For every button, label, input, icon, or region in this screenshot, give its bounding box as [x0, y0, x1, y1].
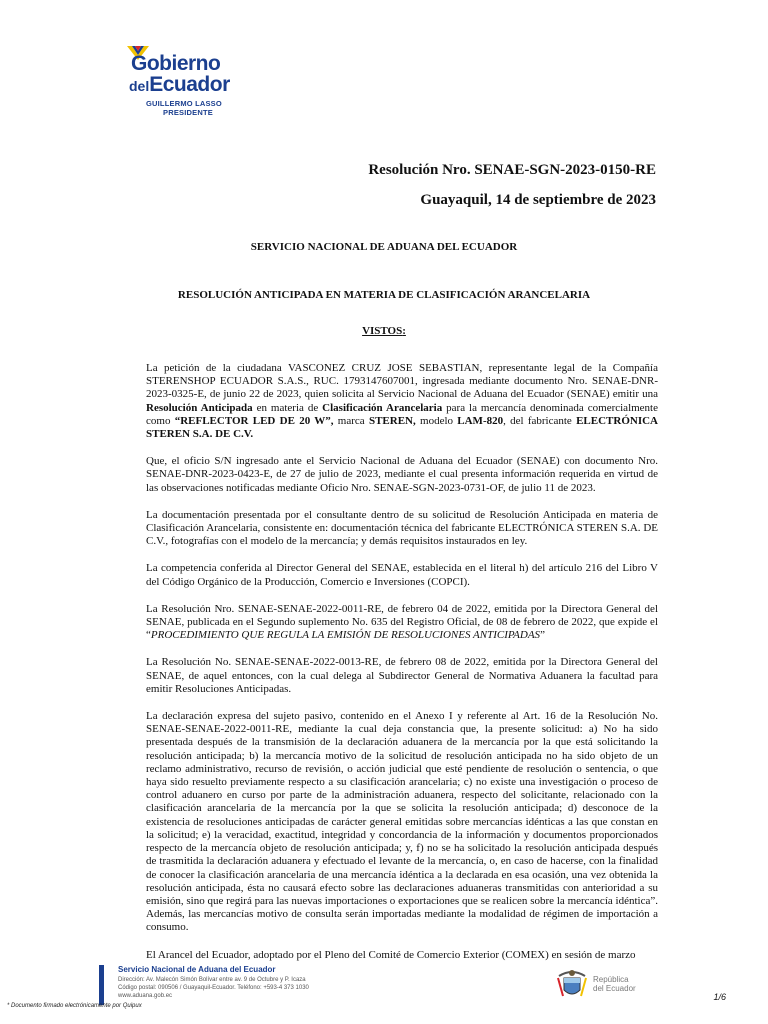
gobierno-logo	[125, 44, 255, 120]
logo-text-del-ecuador	[129, 73, 230, 97]
p5-text-c: ”	[540, 629, 545, 642]
footer-accent-bar	[99, 965, 104, 1005]
p1-bold-model: LAM-820	[457, 414, 504, 427]
vistos-heading: VISTOS:	[362, 325, 406, 337]
signed-note: * Documento firmado electrónicamente por Quipux	[7, 1003, 142, 1009]
footer-postal: Código postal: 090506 / Guayaquil-Ecuador. Teléfono: +593-4 373 1030	[118, 985, 309, 991]
republica-label	[593, 975, 636, 993]
vistos-label: VISTOS	[362, 325, 403, 337]
paragraph-declaracion: La declaración expresa del sujeto pasivo, contenido en el Anexo I y referente al Art. 16 de la Resolución No. SENAE-SENAE-2022-0011-RE, mediante la cual deja constancia que, la presente solicitud: a) No ha sido presentada después de la transmisión de la declaración aduanera de la mercancía por la que está solicitando la resolución anticipada; b) la mercancía motivo de la solicitud de resolución anticipada no ha sido objeto de un reclamo administrativo, recurso de revisión, o acción judicial que esté pendiente de resolución o sentencia, o que haya sido resuelto previamente respecto a su clasificación arancelaria; c) no existe una investigación o proceso de control aduanero en curso por parte de la administración aduanera, respecto del solicitante, relacionado con la clasificación arancelaria de la mercancía por la que se solicita la resolución anticipada; d) desconoce de la existencia de resoluciones anticipadas de carácter general emitidas sobre mercancías idénticas a las que constan en la solicitud; e) la veracidad, exactitud, integridad y concordancia de la información y documentos proporcionados respecto de la mercancía objeto de resolución anticipada; y, f) no se ha solicitado la resolución anticipada después de trasmitida la declaración aduanera y efectuado el levante de la mercancía, o, en caso de hacerse, con la finalidad de conocer la clasificación arancelaria de una mercancía idéntica a la declarada en esa ocasión, una vez obtenida la resolución anticipada, ésta no causará efecto sobre las declaraciones aduaneras transmitidas con anterioridad a su emisión, sino que regirá para las nuevas importaciones o exportaciones que se realicen sobre la mercancía idéntica”. Además, las mercancías motivo de consulta serán importadas mediante la modalidad de régimen de importación a consumo.	[146, 710, 658, 934]
page-number: 1/6	[713, 992, 726, 1002]
p1-text-c: en materia de	[252, 401, 323, 414]
resolution-date: Guayaquil, 14 de septiembre de 2023	[420, 192, 656, 208]
ecuador-coat-of-arms-icon	[555, 966, 589, 1004]
document-body	[146, 362, 658, 976]
p1-bold-brand: STEREN,	[368, 414, 416, 427]
p1-bold-manufacturer: ELECTRÓNICA STEREN S.A. DE C.V.	[146, 414, 658, 441]
paragraph-arancel: El Arancel del Ecuador, adoptado por el Pleno del Comité de Comercio Exterior (COMEX) en sesión de marzo	[146, 948, 636, 961]
p1-text-k: , del fabricante	[503, 414, 577, 427]
resolution-number: Resolución Nro. SENAE-SGN-2023-0150-RE	[368, 162, 656, 178]
paragraph-resolucion-0013: La Resolución No. SENAE-SENAE-2022-0013-RE, de febrero 08 de 2022, emitida por la Directora General del SENAE, de aquel entonces, con la cual delega al Subdirector General de Normativa Aduanera la facultad para emitir Resoluciones Anticipadas.	[146, 656, 658, 695]
logo-text-gobierno: Gobierno	[131, 52, 221, 75]
logo-text-ecuador: Ecuador	[149, 73, 230, 96]
paragraph-competencia: La competencia conferida al Director General del SENAE, establecida en el literal h) del artículo 216 del Libro V del Código Orgánico de la Producción, Comercio e Inversiones (COPCI).	[146, 562, 658, 588]
footer-web: www.aduana.gob.ec	[118, 993, 173, 999]
paragraph-peticion	[146, 362, 658, 441]
agency-title: SERVICIO NACIONAL DE ADUANA DEL ECUADOR	[250, 241, 518, 253]
paragraph-resolucion-0011	[146, 603, 658, 643]
paragraph-documentacion: La documentación presentada por el consultante dentro de su solicitud de Resolución Anticipada en materia de Clasificación Arancelaria, consistente en: documentación técnica del fabricante ELECTRÓNICA STEREN S.A. DE C.V., fotografías con el modelo de la mercancía; y demás requisitos instaurados en ley.	[146, 508, 658, 548]
paragraph-oficio: Que, el oficio S/N ingresado ante el Servicio Nacional de Aduana del Ecuador (SENAE) con documento Nro. SENAE-DNR-2023-0423-E, de 27 de julio de 2023, mediante el cual presenta información requerida en virtud de las observaciones notificadas mediante Oficio Nro. SENAE-SGN-2023-0731-OF, de julio 11 de 2023.	[146, 455, 658, 494]
p1-bold-resolucion: Resolución Anticipada	[146, 401, 253, 414]
p1-bold-product: “REFLECTOR LED DE 20 W”,	[174, 414, 334, 427]
p1-text-a: La petición de la ciudadana VASCONEZ CRUZ JOSE SEBASTIAN, representante legal de la Compañía STERENSHOP ECUADOR S.A.S., RUC. 1793147607001, ingresada mediante documento Nro. SENAE-DNR-2023-0325-E, de junio 22 de 2023, quien solicita al Servicio Nacional de Aduana del Ecuador (SENAE) emitir una	[146, 362, 658, 401]
page-footer	[0, 960, 768, 1024]
p1-text-i: modelo	[415, 414, 458, 427]
republica-line1: República	[593, 975, 629, 984]
logo-text-del: del	[129, 78, 150, 94]
subject-title: RESOLUCIÓN ANTICIPADA EN MATERIA DE CLASIFICACIÓN ARANCELARIA	[177, 289, 591, 301]
p5-text-a: La Resolución Nro. SENAE-SENAE-2022-0011-RE, de febrero 04 de 2022, emitida por la Directora General del SENAE, publicada en el Segundo suplemento No. 635 del Registro Oficial, de 08 de febrero de 2022, que expide el “	[146, 602, 658, 642]
logo-president-name: GUILLERMO LASSO	[146, 99, 222, 108]
footer-agency: Servicio Nacional de Aduana del Ecuador	[118, 965, 276, 974]
p1-text-g: marca	[333, 414, 369, 427]
footer-address: Dirección: Av. Malecón Simón Bolívar entre av. 9 de Octubre y P. Icaza	[118, 977, 306, 983]
p5-italic-procedimiento: PROCEDIMIENTO QUE REGULA LA EMISIÓN DE RESOLUCIONES ANTICIPADAS	[150, 629, 541, 642]
p1-bold-clasificacion: Clasificación Arancelaria	[322, 401, 443, 414]
p1-text-e: para la mercancía denominada comercialmente como	[146, 401, 658, 427]
logo-president-title: PRESIDENTE	[163, 108, 213, 117]
republica-line2: del Ecuador	[593, 984, 636, 993]
